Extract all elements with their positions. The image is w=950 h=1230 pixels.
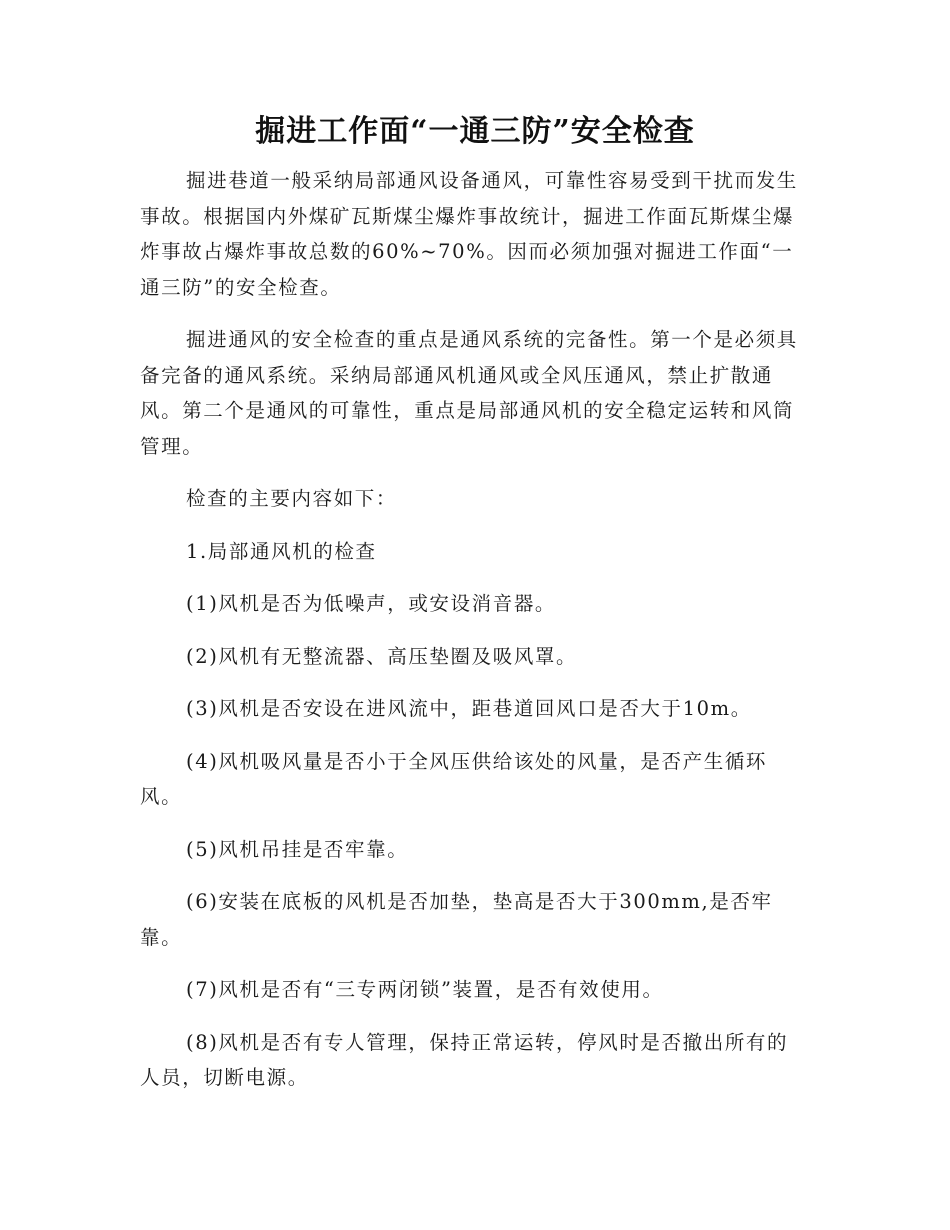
- list-item-2: (2)风机有无整流器、高压垫圈及吸风罩。: [186, 644, 578, 668]
- paragraph-intro: 掘进巷道一般采纳局部通风设备通风，可靠性容易受到干扰而发生事故。根据国内外煤矿瓦斯煤尘爆炸事故统计，掘进工作面瓦斯煤尘爆炸事故占爆炸事故总数的60%~70%。因而必须加强对掘进工作面“一通三防”的安全检查。: [140, 169, 798, 299]
- list-item-6: (6)安装在底板的风机是否加垫，垫高是否大于300mm,是否牢靠。: [140, 890, 773, 949]
- list-item-7: (7)风机是否有“三专两闭锁”装置，是否有效使用。: [186, 978, 664, 1001]
- document-title: 掘进工作面“一通三防”安全检查: [255, 114, 695, 149]
- list-item-4: (4)风机吸风量是否小于全风压供给该处的风量，是否产生循环风。: [140, 749, 768, 808]
- list-item-8: (8)风机是否有专人管理，保持正常运转，停风时是否撤出所有的人员，切断电源。: [140, 1030, 789, 1089]
- paragraph-ventilation-focus: 掘进通风的安全检查的重点是通风系统的完备性。第一个是必须具备完备的通风系统。采纳局部通风机通风或全风压通风，禁止扩散通风。第二个是通风的可靠性，重点是局部通风机的安全稳定运转和风筒管理。: [140, 328, 798, 458]
- list-item-5: (5)风机吊挂是否牢靠。: [186, 837, 409, 861]
- document-body: [140, 163, 805, 1113]
- list-item-1: (1)风机是否为低噪声，或安设消音器。: [186, 592, 557, 615]
- list-item-3: (3)风机是否安设在进风流中，距巷道回风口是否大于10m。: [186, 697, 752, 720]
- paragraph-contents-lead: 检查的主要内容如下：: [186, 487, 398, 510]
- section-heading-fan-check: 1.局部通风机的检查: [186, 539, 377, 563]
